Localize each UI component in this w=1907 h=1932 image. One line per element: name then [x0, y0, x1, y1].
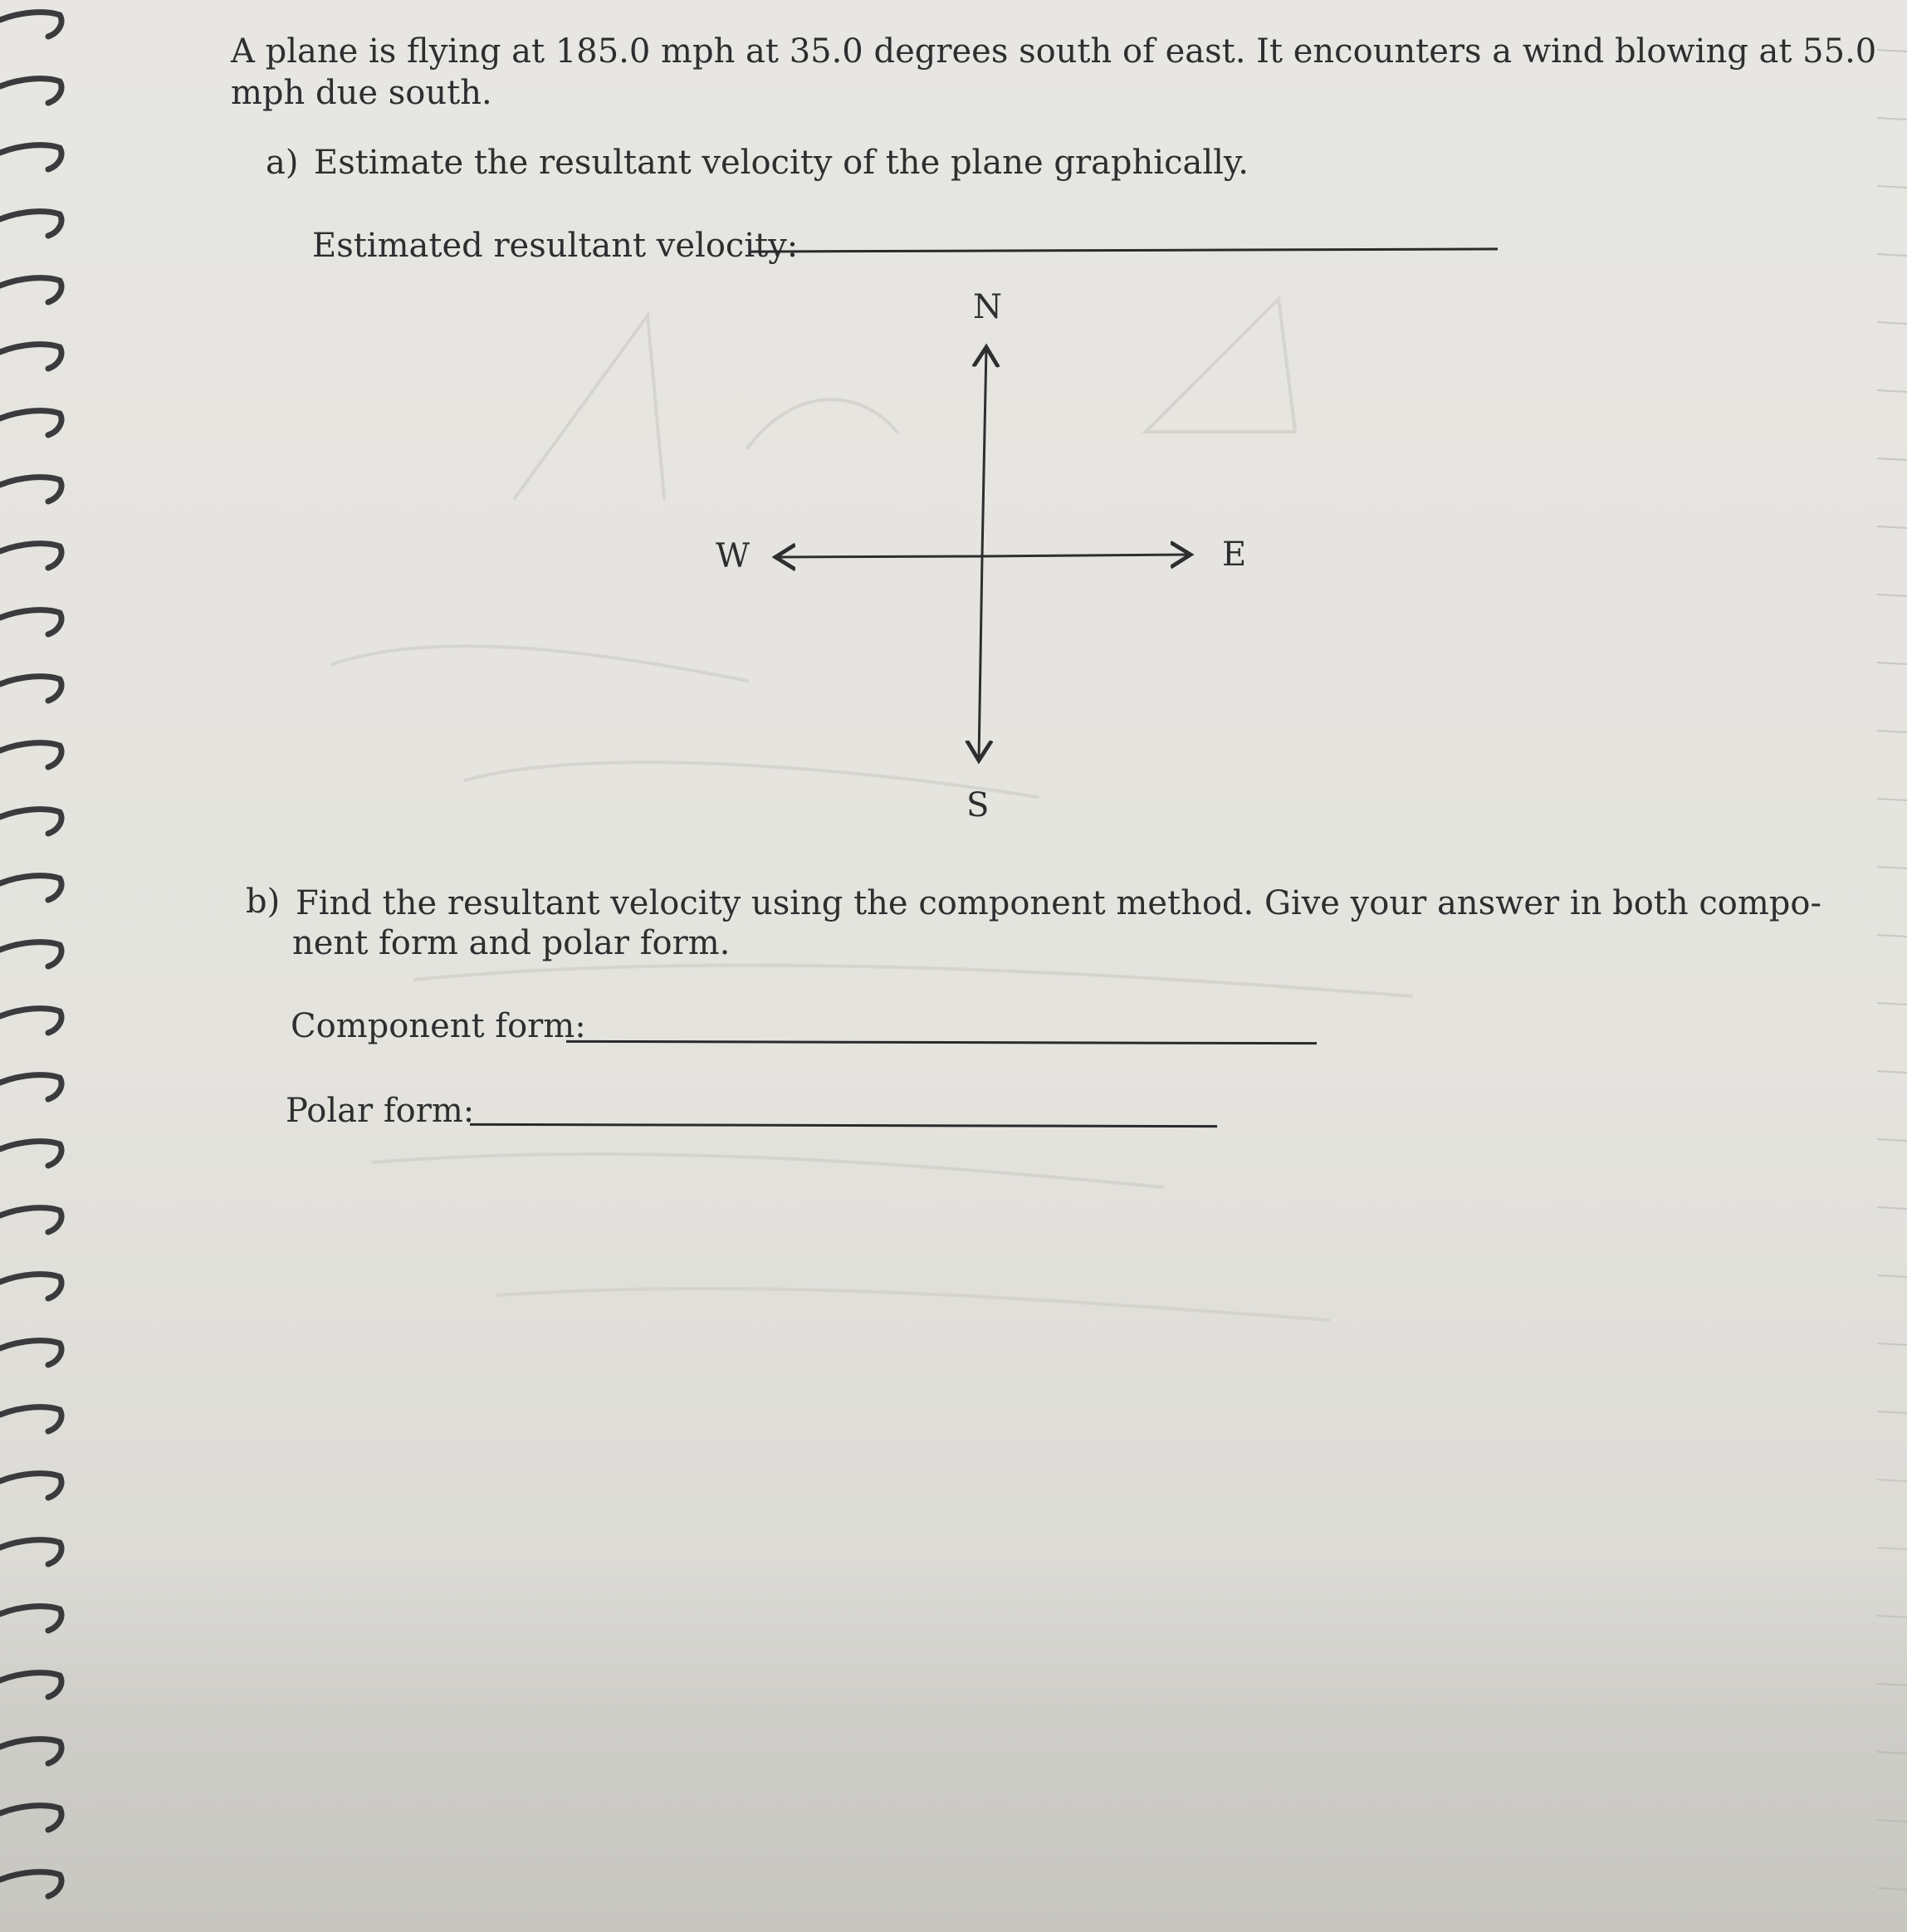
part-b-marker: b) — [246, 883, 281, 921]
east-arrow — [982, 555, 1191, 556]
problem-statement-line-1: A plane is flying at 185.0 mph at 35.0 degrees south of east. It encounters a wind blowing at 55.0 — [231, 32, 1877, 71]
south-arrow — [979, 556, 982, 761]
compass-west-label: W — [716, 537, 751, 575]
part-b-prompt-line-1: Find the resultant velocity using the component method. Give your answer in both compo- — [296, 884, 1821, 922]
compass-south-label: S — [966, 786, 990, 824]
north-arrow — [982, 347, 986, 556]
estimated-velocity-label: Estimated resultant velocity: — [312, 227, 799, 265]
part-a-prompt: Estimate the resultant velocity of the plane graphically. — [314, 144, 1249, 182]
part-b-prompt-line-2: nent form and polar form. — [292, 924, 731, 962]
problem-statement-line-2: mph due south. — [231, 74, 492, 112]
component-form-label: Component form: — [291, 1007, 586, 1045]
compass-north-label: N — [973, 288, 1002, 326]
polar-form-label: Polar form: — [286, 1092, 475, 1130]
west-arrow — [775, 556, 982, 557]
part-a-marker: a) — [266, 144, 299, 182]
compass-east-label: E — [1222, 536, 1247, 574]
